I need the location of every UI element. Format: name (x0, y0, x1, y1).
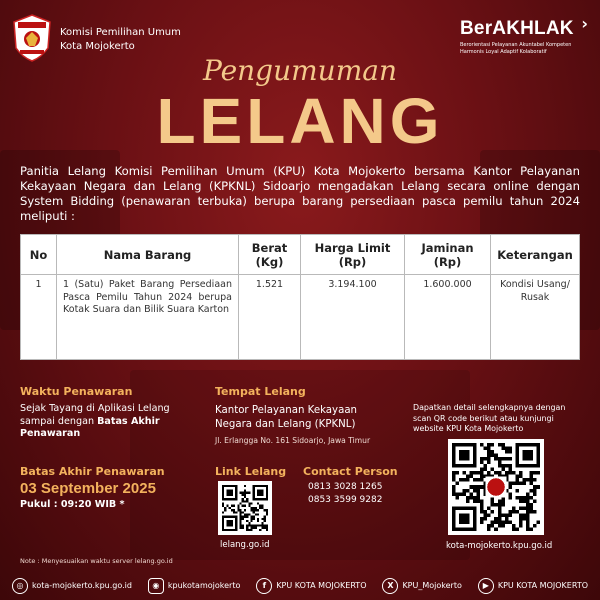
contact-phone-2[interactable]: 0853 3599 9282 (308, 495, 383, 505)
instagram-icon: ◉ (148, 578, 164, 594)
waktu-text-2 (20, 416, 200, 429)
tempat-name-1: Kantor Pelayanan Kekayaan (215, 405, 358, 416)
batas-label: Batas Akhir Penawaran (20, 465, 165, 478)
brand-name: BerAKHLAK (460, 18, 574, 39)
tempat-name (215, 404, 357, 432)
tempat-label: Tempat Lelang (215, 385, 306, 398)
qr-center-logo (487, 478, 505, 496)
title-main: LELANG (156, 85, 444, 157)
tempat-address: Jl. Erlangga No. 161 Sidoarjo, Jawa Timur (215, 436, 371, 445)
chevron-right-icon: › (581, 14, 588, 33)
org-name-line1: Komisi Pemilihan Umum (60, 27, 181, 38)
detail-text (413, 403, 583, 435)
batas-pukul: Pukul : 09:20 WIB * (20, 499, 125, 510)
link-qr-code[interactable] (218, 481, 272, 535)
berakhlak-brand (460, 14, 588, 56)
col-header-berat-2: (Kg) (255, 254, 284, 269)
footer-social-bar (0, 571, 600, 600)
footer-label: KPU KOTA MOJOKERTO (276, 581, 367, 590)
col-header-no: No (21, 235, 57, 275)
youtube-icon: ▶ (478, 578, 494, 594)
contact-phone-1[interactable]: 0813 3028 1265 (308, 482, 383, 492)
col-header-keterangan: Keterangan (491, 235, 580, 275)
globe-icon: ◎ (12, 578, 28, 594)
col-header-berat-1: Berat (251, 240, 288, 255)
cell-jaminan: 1.600.000 (405, 275, 491, 360)
title-script: Pengumuman (202, 54, 397, 87)
table-row (21, 275, 580, 360)
items-table (20, 234, 580, 360)
batas-date: 03 September 2025 (20, 480, 156, 497)
footer-label: KPU KOTA MOJOKERTO (497, 581, 588, 590)
cell-nama: 1 (Satu) Paket Barang Persediaan Pasca Pemilu Tahun 2024 berupa Kotak Suara dan Bilik Suara Karton (57, 275, 239, 360)
col-header-jaminan-1: Jaminan (421, 240, 474, 255)
waktu-text (20, 403, 200, 441)
waktu-text-3: Penawaran (20, 428, 81, 439)
col-header-berat (239, 235, 301, 275)
link-url[interactable]: lelang.go.id (220, 540, 270, 550)
col-header-harga-1: Harga Limit (314, 240, 391, 255)
col-header-jaminan (405, 235, 491, 275)
cell-keterangan: Kondisi Usang/ Rusak (491, 275, 580, 360)
brand-tagline-1: Berorientasi Pelayanan Akuntabel Kompeten (460, 42, 572, 48)
footer-label: kpukotamojokerto (167, 581, 241, 590)
contact-label: Contact Person (303, 465, 398, 478)
col-header-nama: Nama Barang (57, 235, 239, 275)
cell-harga: 3.194.100 (301, 275, 405, 360)
website-qr-code[interactable] (448, 439, 544, 535)
website-url[interactable]: kota-mojokerto.kpu.go.id (446, 541, 553, 551)
org-name (60, 26, 181, 54)
footer-item-youtube[interactable] (478, 578, 588, 594)
server-note: Note : Menyesuaikan waktu server lelang.go.id (20, 557, 173, 565)
detail-text-3: website KPU Kota Mojokerto (413, 424, 524, 433)
detail-text-1: Dapatkan detail selengkapnya dengan (413, 403, 566, 412)
facebook-icon: f (256, 578, 272, 594)
footer-label: kota-mojokerto.kpu.go.id (31, 581, 132, 590)
intro-paragraph: Panitia Lelang Komisi Pemilihan Umum (KPU) Kota Mojokerto bersama Kantor Pelayanan Kekayaan Negara dan Lelang (KPKNL) Sidoarjo mengadakan Lelang secara online dengan System Bidding (penawaran terbuka) berupa barang persediaan pasca pemilu tahun 2024 meliputi : (20, 164, 580, 223)
org-name-line2: Kota Mojokerto (60, 41, 135, 52)
brand-tagline-2: Harmonis Loyal Adaptif Kolaboratif (460, 49, 547, 55)
cell-berat: 1.521 (239, 275, 301, 360)
table-header-row (21, 235, 580, 275)
footer-item-website[interactable] (12, 578, 132, 594)
tempat-name-2: Negara dan Lelang (KPKNL) (215, 419, 356, 430)
col-header-jaminan-2: (Rp) (433, 254, 462, 269)
cell-no: 1 (21, 275, 57, 360)
detail-text-2: scan QR code berikut atau kunjungi (413, 413, 554, 423)
building-decoration (130, 370, 470, 560)
footer-item-facebook[interactable] (256, 578, 366, 594)
waktu-text-2a: sampai dengan (20, 415, 98, 427)
waktu-text-2b: Batas Akhir (97, 415, 160, 427)
col-header-harga (301, 235, 405, 275)
link-label: Link Lelang (215, 465, 287, 478)
x-icon: X (382, 578, 398, 594)
waktu-label: Waktu Penawaran (20, 385, 133, 398)
footer-label: KPU_Mojokerto (402, 581, 462, 590)
col-header-harga-2: (Rp) (338, 254, 367, 269)
contact-phones (308, 481, 382, 507)
footer-item-x[interactable] (382, 578, 461, 594)
waktu-text-1: Sejak Tayang di Aplikasi Lelang (20, 403, 170, 414)
footer-item-instagram[interactable] (148, 578, 240, 594)
